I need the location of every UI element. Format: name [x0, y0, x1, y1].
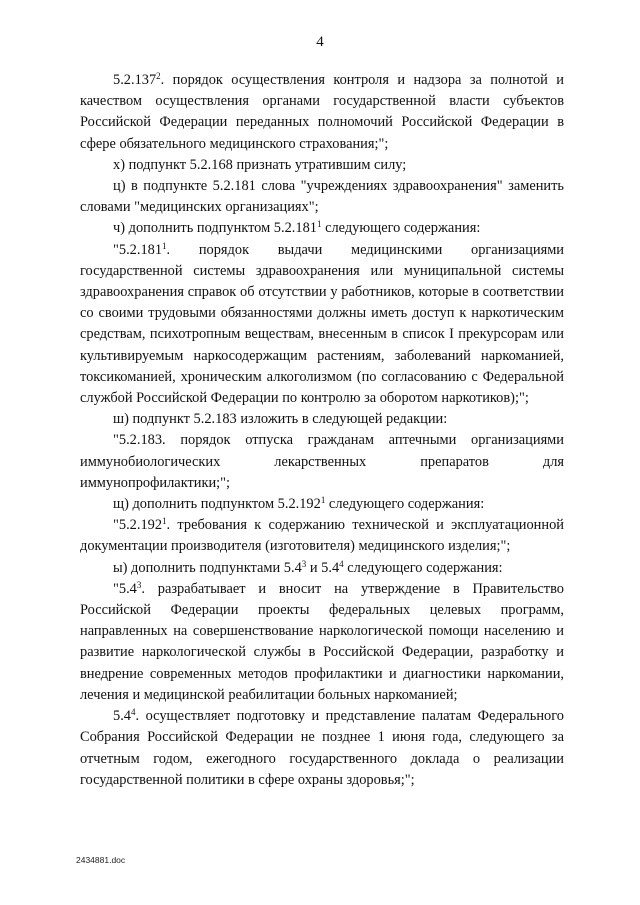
paragraph-text: . осуществляет подготовку и представление палатам Федерального Собрания Российской Федерации не позднее 1 июня года, следующего за отчетным годом, ежегодного государственного доклада о реализации государственной политики в сфере охраны здоровья;"; [80, 708, 564, 788]
superscript-index: 1 [316, 219, 322, 230]
para-ch [80, 218, 564, 239]
superscript-index: 4 [131, 707, 136, 718]
para-5-4-4 [80, 706, 564, 791]
superscript-index: 4 [339, 558, 344, 569]
superscript-index: 2 [156, 71, 161, 81]
para-y [80, 558, 564, 579]
paragraph-text: 5.4 [113, 708, 131, 725]
para-5-2-192-1 [80, 515, 564, 557]
para-5-4-3 [80, 579, 564, 706]
paragraph-text: ц) в подпункте 5.2.181 слова "учреждениях здравоохранения" заменить словами "медицинских организациях"; [80, 178, 564, 216]
paragraph-text: "5.2.192 [113, 517, 163, 534]
paragraph-text: . порядок выдачи медицинскими организациями государственной системы здравоохранения или муниципальной системы здравоохранения справок об отсутствии у работников, которые в соответствии со своими трудовыми обязанностями должны иметь доступ к наркотическим средствам, психотропным веществам, внесенным в список I прекурсорам или культивируемым наркосодержащим растениям, заболеваний наркоманией, токсикоманией, хроническим алкоголизмом (по согласованию с Федеральной службой Российской Федерации по контролю за оборотом наркотиков);"; [80, 241, 564, 407]
paragraph-text: 5.2.137 [113, 72, 157, 88]
paragraph-text: и 5.4 [306, 559, 340, 576]
paragraph-text: ш) подпункт 5.2.183 изложить в следующей редакции: [113, 411, 448, 428]
superscript-index: 3 [136, 579, 142, 590]
paragraph-text: "5.2.181 [113, 241, 163, 258]
superscript-index: 3 [301, 558, 307, 569]
paragraph-text: "5.2.183. порядок отпуска гражданам аптечными организациями иммунобиологических лекарственных препаратов для иммунопрофилактики;"; [80, 432, 564, 491]
para-sh [80, 409, 564, 430]
document-body [80, 70, 564, 791]
page-number: 4 [316, 34, 324, 50]
paragraph-text: . требования к содержанию технической и эксплуатационной документации производителя (изготовителя) медицинского изделия;"; [80, 517, 564, 555]
para-kh [80, 155, 564, 176]
paragraph-text: следующего содержания: [343, 559, 503, 576]
document-file-code: 2434881.doc [76, 855, 126, 865]
para-5-2-181-1 [80, 240, 564, 410]
para-ts [80, 176, 564, 218]
superscript-index: 1 [162, 516, 167, 527]
para-5-2-137-2 [80, 70, 564, 155]
paragraph-text: следующего содержания: [325, 496, 485, 513]
para-5-2-183 [80, 430, 564, 494]
paragraph-text: щ) дополнить подпунктом 5.2.192 [113, 496, 321, 513]
paragraph-text: х) подпункт 5.2.168 признать утратившим силу; [113, 156, 407, 173]
paragraph-text: ч) дополнить подпунктом 5.2.181 [113, 220, 317, 237]
para-shch [80, 494, 564, 515]
paragraph-text: . разрабатывает и вносит на утверждение в Правительство Российской Федерации проекты федеральных целевых программ, направленных на совершенствование наркологической помощи населению и развитие наркологической службы в Российской Федерации, разработку и внедрение современных методов профилактики и диагностики наркомании, лечения и медицинской реабилитации больных наркоманией; [80, 580, 564, 703]
paragraph-text: . порядок осуществления контроля и надзора за полнотой и качеством осуществления органами государственной власти субъектов Российской Федерации переданных полномочий Российской Федерации в сфере обязательного медицинского страхования;"; [80, 72, 564, 152]
paragraph-text: следующего содержания: [321, 220, 481, 237]
superscript-index: 1 [320, 495, 326, 506]
paragraph-text: "5.4 [113, 580, 137, 597]
superscript-index: 1 [162, 240, 167, 251]
paragraph-text: ы) дополнить подпунктами 5.4 [113, 559, 302, 576]
